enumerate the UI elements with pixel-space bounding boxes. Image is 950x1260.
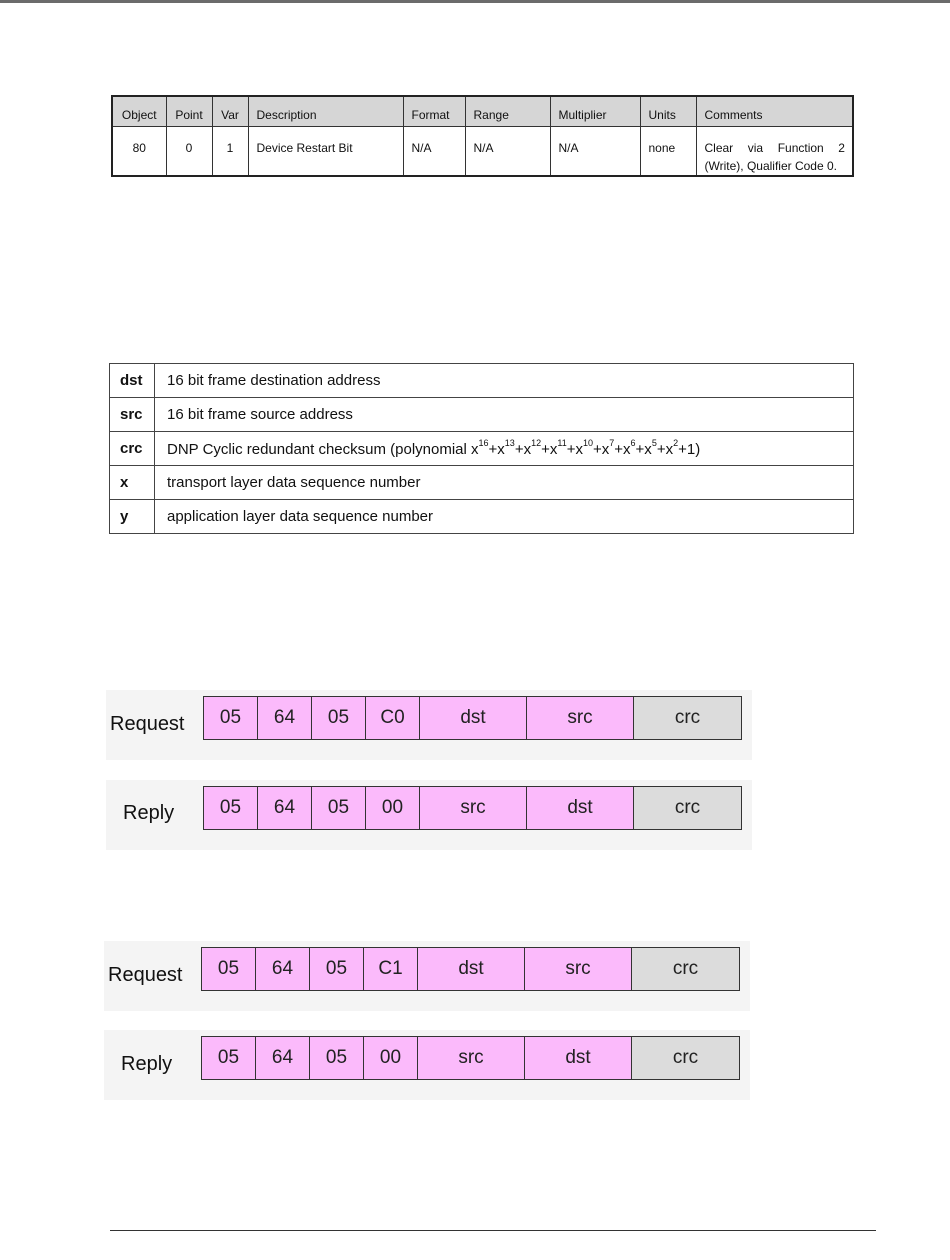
poly-op: +x — [656, 440, 674, 458]
frame-cell-crc: crc — [632, 1037, 739, 1079]
header-units: Units — [640, 96, 696, 126]
table-row — [110, 500, 854, 534]
table-row — [110, 364, 854, 398]
crc-text-prefix: DNP Cyclic redundant checksum (polynomial x — [167, 440, 479, 458]
object-table-header-row — [112, 96, 853, 126]
frame-cell-address-2: src — [527, 697, 634, 739]
abbr-text-dst: 16 bit frame destination address — [155, 364, 854, 398]
poly-exp: 6 — [630, 437, 636, 448]
cell-description: Device Restart Bit — [248, 126, 403, 176]
comment-word: Clear — [704, 140, 734, 155]
abbr-key-dst: dst — [110, 364, 155, 398]
frame-cell-start1: 05 — [202, 948, 256, 990]
footer-rule — [110, 1230, 876, 1231]
cell-units: none — [640, 126, 696, 176]
abbr-key-crc: crc — [110, 432, 155, 466]
frame-cells — [201, 947, 740, 991]
poly-op: +x — [635, 440, 652, 458]
frame-cell-address-1: src — [418, 1037, 525, 1079]
frame-cell-control: C0 — [366, 697, 420, 739]
frame-cell-crc: crc — [632, 948, 739, 990]
poly-exp: 11 — [557, 437, 567, 448]
frame-cell-control: 00 — [364, 1037, 418, 1079]
cell-comments — [696, 126, 853, 176]
cell-format: N/A — [403, 126, 465, 176]
header-multiplier: Multiplier — [550, 96, 640, 126]
frame-cell-start2: 64 — [258, 787, 312, 829]
comments-line-2: (Write), Qualifier Code 0. — [704, 158, 837, 173]
comment-word: 2 — [838, 140, 845, 155]
frame-cell-crc: crc — [634, 787, 741, 829]
frame-cell-address-2: dst — [527, 787, 634, 829]
abbr-key-y: y — [110, 500, 155, 534]
poly-exp: 10 — [582, 437, 593, 448]
frame-cell-address-2: dst — [525, 1037, 632, 1079]
header-point: Point — [166, 96, 212, 126]
frame-cell-length: 05 — [312, 787, 366, 829]
frame-diagram-4 — [104, 1030, 750, 1100]
header-description: Description — [248, 96, 403, 126]
frame-cell-length: 05 — [312, 697, 366, 739]
table-row — [110, 432, 854, 466]
header-range: Range — [465, 96, 550, 126]
frame-diagram-2 — [106, 780, 752, 850]
frame-cell-control: 00 — [366, 787, 420, 829]
header-comments: Comments — [696, 96, 853, 126]
poly-exp: 12 — [531, 437, 542, 448]
poly-op: +x — [541, 440, 558, 458]
frame-diagram-1 — [106, 690, 752, 760]
frame-label-request: Request — [110, 713, 185, 735]
poly-op: +x — [566, 440, 583, 458]
frame-cell-start2: 64 — [256, 1037, 310, 1079]
frame-cell-start1: 05 — [204, 697, 258, 739]
frame-label-reply: Reply — [121, 1053, 173, 1075]
comments-line-1 — [705, 139, 846, 157]
comment-word: via — [747, 140, 764, 155]
abbr-text-y: application layer data sequence number — [155, 500, 854, 534]
header-object: Object — [112, 96, 166, 126]
frame-cell-address-1: src — [420, 787, 527, 829]
poly-op: +x — [592, 440, 610, 458]
cell-multiplier: N/A — [550, 126, 640, 176]
frame-diagram-3 — [104, 941, 750, 1011]
cell-object: 80 — [112, 126, 166, 176]
frame-label-reply: Reply — [123, 802, 175, 824]
frame-cell-start1: 05 — [204, 787, 258, 829]
top-rule — [0, 0, 950, 3]
header-format: Format — [403, 96, 465, 126]
frame-cells — [201, 1036, 740, 1080]
frame-cell-address-1: dst — [420, 697, 527, 739]
frame-label-request: Request — [108, 964, 183, 986]
poly-exp: 2 — [673, 437, 679, 448]
frame-cell-address-1: dst — [418, 948, 525, 990]
frame-cells — [203, 786, 742, 830]
poly-exp: 16 — [478, 437, 489, 448]
table-row — [112, 126, 853, 176]
frame-cell-crc: crc — [634, 697, 741, 739]
cell-point: 0 — [166, 126, 212, 176]
frame-cells — [203, 696, 742, 740]
frame-cell-start2: 64 — [258, 697, 312, 739]
poly-exp: 7 — [609, 437, 615, 448]
abbr-text-crc — [155, 432, 854, 466]
abbr-text-x: transport layer data sequence number — [155, 466, 854, 500]
abbreviations-table — [109, 363, 854, 534]
cell-var: 1 — [212, 126, 248, 176]
table-row — [110, 466, 854, 500]
poly-exp: 5 — [651, 437, 657, 448]
frame-cell-start1: 05 — [202, 1037, 256, 1079]
header-var: Var — [212, 96, 248, 126]
abbr-key-x: x — [110, 466, 155, 500]
poly-exp: 13 — [504, 437, 515, 448]
abbr-text-src: 16 bit frame source address — [155, 398, 854, 432]
poly-op: +x — [614, 440, 631, 458]
poly-op: +1) — [678, 440, 701, 458]
frame-cell-start2: 64 — [256, 948, 310, 990]
poly-op: +x — [488, 440, 505, 458]
frame-cell-length: 05 — [310, 1037, 364, 1079]
frame-cell-address-2: src — [525, 948, 632, 990]
abbr-key-src: src — [110, 398, 155, 432]
cell-range: N/A — [465, 126, 550, 176]
poly-op: +x — [514, 440, 532, 458]
frame-cell-control: C1 — [364, 948, 418, 990]
object-table — [111, 95, 854, 177]
frame-cell-length: 05 — [310, 948, 364, 990]
comment-word: Function — [777, 140, 824, 155]
table-row — [110, 398, 854, 432]
